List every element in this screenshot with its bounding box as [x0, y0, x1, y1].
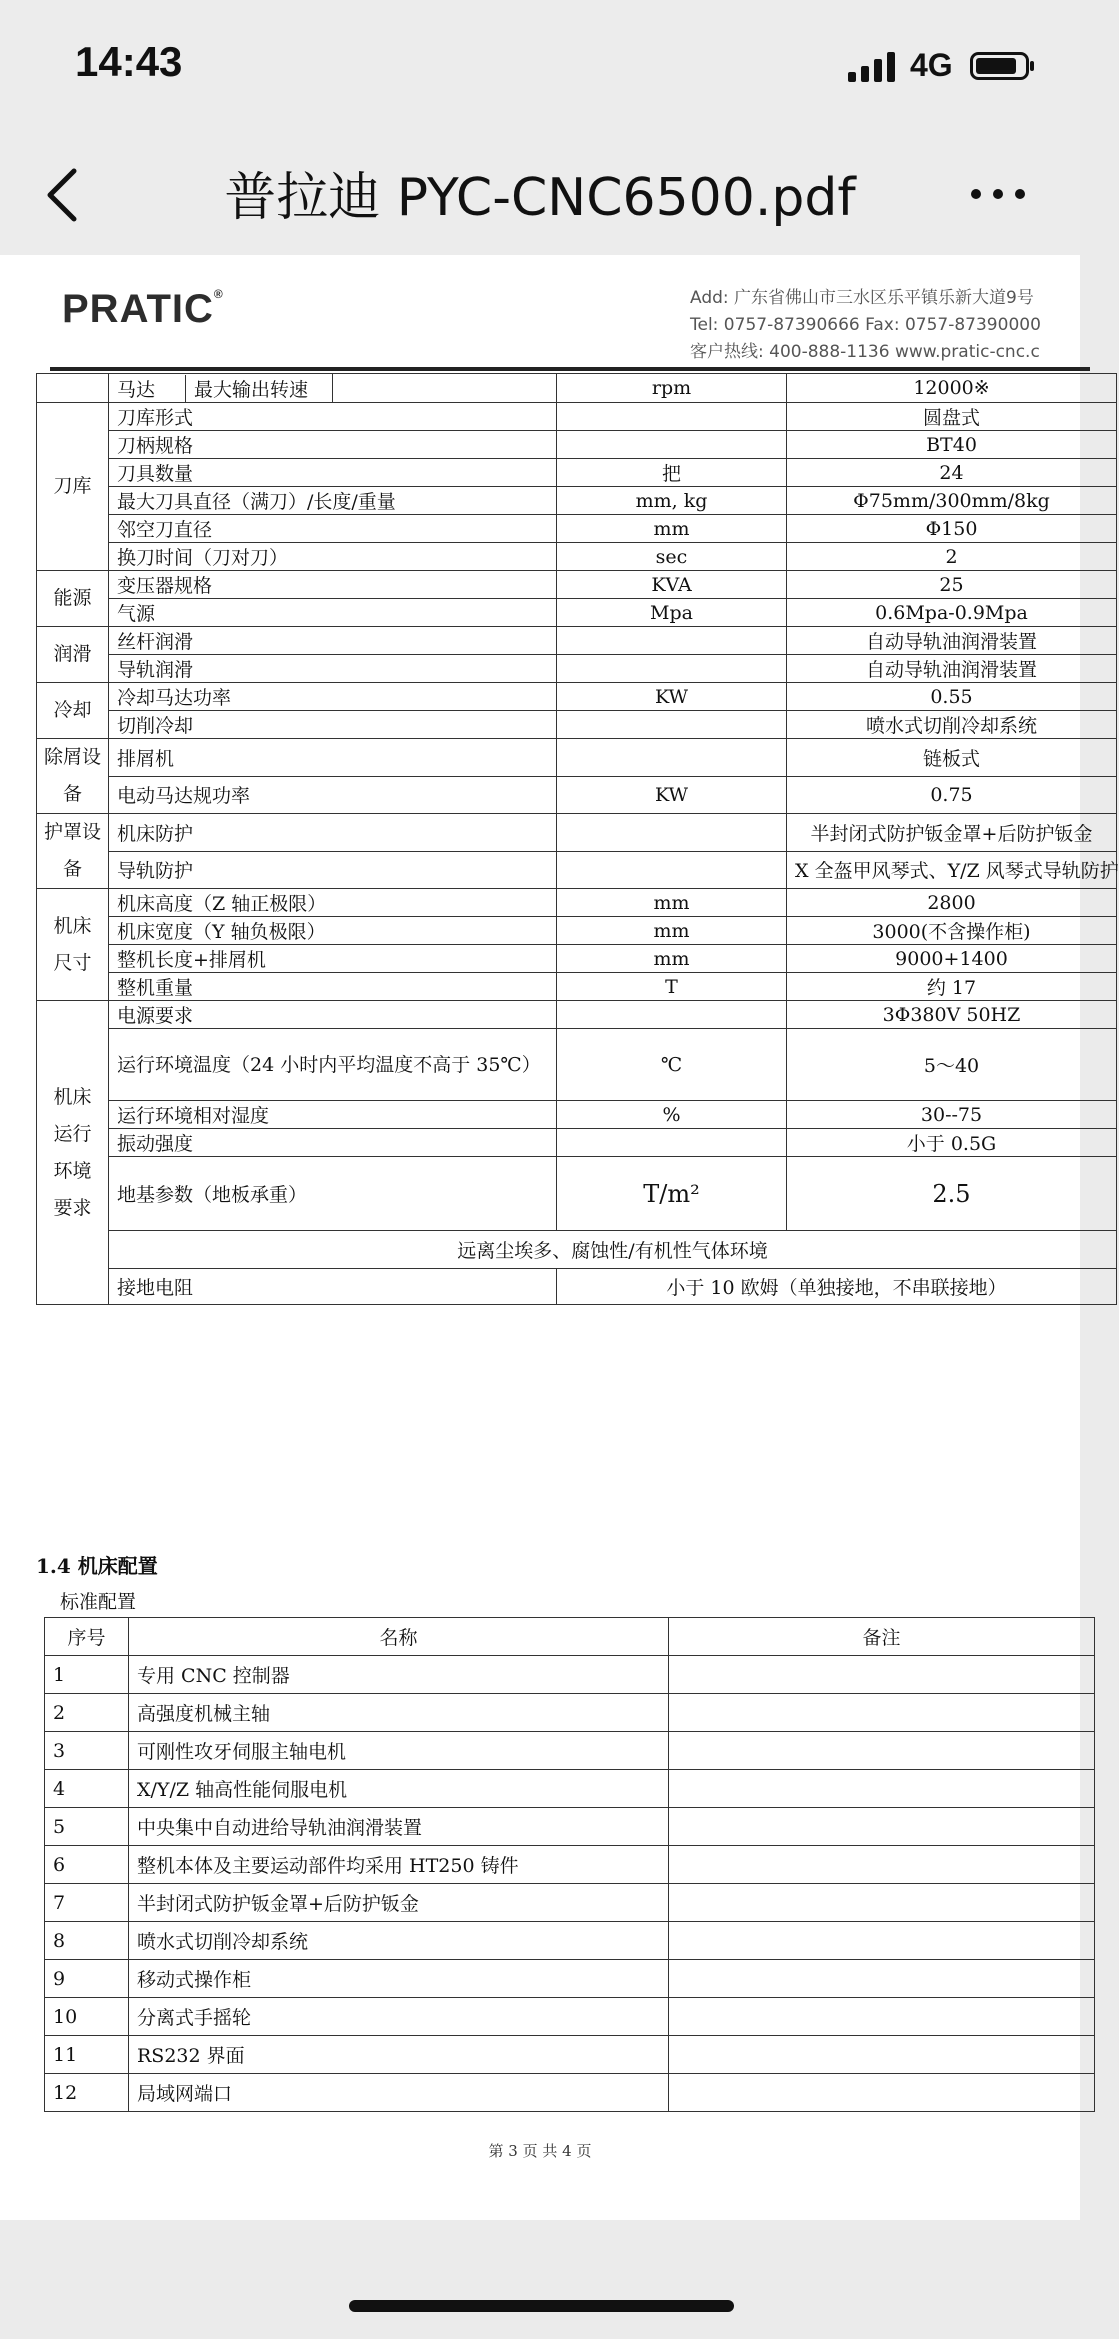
unit-cell — [557, 814, 787, 852]
row-remark — [669, 2074, 1095, 2112]
table-row — [37, 917, 1117, 945]
row-number: 9 — [45, 1960, 129, 1998]
row-number: 3 — [45, 1732, 129, 1770]
table-row — [45, 1960, 1095, 1998]
row-remark — [669, 1960, 1095, 1998]
table-row — [45, 1922, 1095, 1960]
unit-cell: sec — [557, 543, 787, 571]
table-row — [37, 945, 1117, 973]
table-row — [37, 711, 1117, 739]
table-row — [37, 683, 1117, 711]
table-row — [45, 1656, 1095, 1694]
row-remark — [669, 1694, 1095, 1732]
row-label: 振动强度 — [109, 1129, 557, 1157]
row-label: 变压器规格 — [109, 571, 557, 599]
unit-cell: % — [557, 1101, 787, 1129]
value-cell: X 全盔甲风琴式、Y/Z 风琴式导轨防护 — [787, 851, 1117, 889]
column-header: 名称 — [129, 1618, 669, 1656]
table-row — [37, 889, 1117, 917]
table-row — [37, 1269, 1117, 1305]
table-header-row — [45, 1618, 1095, 1656]
unit-cell — [557, 851, 787, 889]
row-remark — [669, 1922, 1095, 1960]
environment-note: 远离尘埃多、腐蚀性/有机性气体环境 — [109, 1231, 1117, 1269]
table-row — [37, 1101, 1117, 1129]
table-row — [37, 515, 1117, 543]
row-label: 导轨润滑 — [109, 655, 557, 683]
row-label: 最大刀具直径（满刀）/长度/重量 — [109, 487, 557, 515]
row-label: 机床高度（Z 轴正极限） — [109, 889, 557, 917]
company-logo: PRATIC® — [62, 287, 224, 331]
battery-icon — [970, 52, 1036, 80]
row-label: 刀具数量 — [109, 459, 557, 487]
section-title: 1.4 机床配置 — [36, 1554, 158, 1578]
unit-cell: KVA — [557, 571, 787, 599]
unit-cell: mm — [557, 917, 787, 945]
value-cell: 0.55 — [787, 683, 1117, 711]
row-label: 换刀时间（刀对刀） — [109, 543, 557, 571]
table-row — [37, 739, 1117, 777]
row-name: 分离式手摇轮 — [129, 1998, 669, 2036]
value-cell: Φ75mm/300mm/8kg — [787, 487, 1117, 515]
table-row — [37, 1129, 1117, 1157]
spec-table — [36, 373, 1117, 1305]
row-label: 丝杆润滑 — [109, 627, 557, 655]
table-row — [37, 851, 1117, 889]
table-row — [45, 1770, 1095, 1808]
value-cell: 9000+1400 — [787, 945, 1117, 973]
table-row — [45, 1846, 1095, 1884]
value-cell: 自动导轨油润滑装置 — [787, 627, 1117, 655]
table-row — [37, 374, 1117, 403]
unit-cell: rpm — [557, 374, 787, 403]
row-number: 2 — [45, 1694, 129, 1732]
row-label: 机床防护 — [109, 814, 557, 852]
row-label: 运行环境温度（24 小时内平均温度不高于 35℃） — [109, 1029, 557, 1101]
row-label: 冷却马达功率 — [109, 683, 557, 711]
unit-cell — [557, 627, 787, 655]
value-cell: 12000※ — [787, 374, 1117, 403]
pdf-page[interactable] — [0, 255, 1119, 2220]
row-name: 局域网端口 — [129, 2074, 669, 2112]
table-row — [45, 1884, 1095, 1922]
value-cell: 小于 0.5G — [787, 1129, 1117, 1157]
value-cell: 半封闭式防护钣金罩+后防护钣金 — [787, 814, 1117, 852]
value-cell: 0.6Mpa-0.9Mpa — [787, 599, 1117, 627]
unit-cell — [557, 431, 787, 459]
row-label: 排屑机 — [109, 739, 557, 777]
row-remark — [669, 2036, 1095, 2074]
row-number: 12 — [45, 2074, 129, 2112]
value-cell: 喷水式切削冷却系统 — [787, 711, 1117, 739]
row-name: 中央集中自动进给导轨油润滑装置 — [129, 1808, 669, 1846]
value-cell: 30--75 — [787, 1101, 1117, 1129]
more-icon[interactable] — [968, 179, 1028, 209]
row-label: 切削冷却 — [109, 711, 557, 739]
row-number: 6 — [45, 1846, 129, 1884]
category-cell: 机床尺寸 — [37, 889, 109, 1001]
row-label: 电动马达规功率 — [109, 776, 557, 814]
row-number: 5 — [45, 1808, 129, 1846]
standard-config-table — [44, 1617, 1095, 2112]
category-cell: 刀库 — [37, 403, 109, 571]
row-name: X/Y/Z 轴高性能伺服电机 — [129, 1770, 669, 1808]
address-line: Add: 广东省佛山市三水区乐平镇乐新大道9号 — [690, 288, 1034, 308]
signal-icon — [848, 52, 898, 82]
row-label: 导轨防护 — [109, 851, 557, 889]
unit-cell — [557, 655, 787, 683]
row-number: 10 — [45, 1998, 129, 2036]
row-name: 高强度机械主轴 — [129, 1694, 669, 1732]
value-cell: 自动导轨油润滑装置 — [787, 655, 1117, 683]
row-label: 电源要求 — [109, 1001, 557, 1029]
row-label: 刀库形式 — [109, 403, 557, 431]
table-row — [45, 1998, 1095, 2036]
table-row — [37, 487, 1117, 515]
row-name: 半封闭式防护钣金罩+后防护钣金 — [129, 1884, 669, 1922]
table-row — [37, 571, 1117, 599]
unit-cell: mm, kg — [557, 487, 787, 515]
row-label: 地基参数（地板承重） — [109, 1157, 557, 1231]
row-label: 整机长度+排屑机 — [109, 945, 557, 973]
unit-cell — [557, 1129, 787, 1157]
home-indicator[interactable] — [349, 2300, 734, 2312]
company-address — [690, 285, 1041, 366]
row-label: 刀柄规格 — [109, 431, 557, 459]
category-cell: 除屑设备 — [37, 739, 109, 814]
row-label: 机床宽度（Y 轴负极限） — [109, 917, 557, 945]
row-label: 气源 — [109, 599, 557, 627]
unit-cell: mm — [557, 515, 787, 543]
table-row — [45, 2074, 1095, 2112]
value-cell: 链板式 — [787, 739, 1117, 777]
row-remark — [669, 1656, 1095, 1694]
table-row — [37, 403, 1117, 431]
table-row — [37, 431, 1117, 459]
row-remark — [669, 1808, 1095, 1846]
value-cell: 约 17 — [787, 973, 1117, 1001]
header-divider — [50, 367, 1090, 371]
column-header: 备注 — [669, 1618, 1095, 1656]
row-number: 8 — [45, 1922, 129, 1960]
table-row — [37, 543, 1117, 571]
value-cell: 25 — [787, 571, 1117, 599]
value-cell: 2800 — [787, 889, 1117, 917]
category-cell: 机床运行环境要求 — [37, 1001, 109, 1305]
row-label: 整机重量 — [109, 973, 557, 1001]
unit-cell: T/m² — [557, 1157, 787, 1231]
table-row — [45, 2036, 1095, 2074]
unit-cell: 把 — [557, 459, 787, 487]
row-remark — [669, 1770, 1095, 1808]
table-row — [37, 776, 1117, 814]
hotline-line: 客户热线: 400-888-1136 www.pratic-cnc.c — [690, 342, 1040, 362]
nav-bar — [0, 135, 1080, 255]
unit-cell — [557, 403, 787, 431]
table-row — [37, 814, 1117, 852]
category-cell: 润滑 — [37, 627, 109, 683]
value-cell: 5～40 — [787, 1029, 1117, 1101]
row-number: 4 — [45, 1770, 129, 1808]
category-cell — [37, 374, 109, 403]
value-cell: 24 — [787, 459, 1117, 487]
table-row — [45, 1694, 1095, 1732]
table-row — [37, 1231, 1117, 1269]
row-name: RS232 界面 — [129, 2036, 669, 2074]
table-row — [37, 973, 1117, 1001]
row-number: 11 — [45, 2036, 129, 2074]
row-label: 马达 最大输出转速 — [109, 374, 333, 403]
document-title: 普拉迪 PYC-CNC6500.pdf — [224, 168, 856, 228]
table-row — [37, 599, 1117, 627]
value-cell: 3Φ380V 50HZ — [787, 1001, 1117, 1029]
row-label: 邻空刀直径 — [109, 515, 557, 543]
row-name: 专用 CNC 控制器 — [129, 1656, 669, 1694]
value-cell: 圆盘式 — [787, 403, 1117, 431]
table-row — [37, 627, 1117, 655]
table-row — [37, 1001, 1117, 1029]
network-type: 4G — [910, 47, 953, 83]
table-row — [37, 655, 1117, 683]
category-cell: 冷却 — [37, 683, 109, 739]
row-label: 接地电阻 — [109, 1269, 557, 1305]
row-number: 7 — [45, 1884, 129, 1922]
status-time: 14:43 — [75, 38, 183, 85]
table-row — [37, 459, 1117, 487]
table-row — [45, 1808, 1095, 1846]
column-header: 序号 — [45, 1618, 129, 1656]
value-cell: 3000(不含操作柜) — [787, 917, 1117, 945]
unit-cell: ℃ — [557, 1029, 787, 1101]
table-row — [37, 1029, 1117, 1101]
value-cell: 小于 10 欧姆（单独接地，不串联接地） — [557, 1269, 1117, 1305]
value-cell: 2.5 — [787, 1157, 1117, 1231]
row-name: 整机本体及主要运动部件均采用 HT250 铸件 — [129, 1846, 669, 1884]
row-name: 喷水式切削冷却系统 — [129, 1922, 669, 1960]
unit-cell — [557, 739, 787, 777]
phone-line: Tel: 0757-87390666 Fax: 0757-87390000 — [690, 315, 1041, 335]
row-name: 移动式操作柜 — [129, 1960, 669, 1998]
row-label: 运行环境相对湿度 — [109, 1101, 557, 1129]
unit-cell: mm — [557, 945, 787, 973]
row-remark — [669, 1998, 1095, 2036]
row-number: 1 — [45, 1656, 129, 1694]
row-name: 可刚性攻牙伺服主轴电机 — [129, 1732, 669, 1770]
table-row — [37, 1157, 1117, 1231]
section-subtitle: 标准配置 — [60, 1591, 137, 1613]
unit-cell: Mpa — [557, 599, 787, 627]
row-remark — [669, 1884, 1095, 1922]
table-row — [45, 1732, 1095, 1770]
row-label-extra — [333, 374, 557, 403]
row-remark — [669, 1846, 1095, 1884]
value-cell: 2 — [787, 543, 1117, 571]
value-cell: Φ150 — [787, 515, 1117, 543]
unit-cell — [557, 711, 787, 739]
page-number: 第 3 页 共 4 页 — [488, 2142, 592, 2160]
unit-cell: KW — [557, 776, 787, 814]
unit-cell: T — [557, 973, 787, 1001]
category-cell: 能源 — [37, 571, 109, 627]
unit-cell — [557, 1001, 787, 1029]
unit-cell: mm — [557, 889, 787, 917]
status-bar — [0, 0, 1080, 135]
unit-cell: KW — [557, 683, 787, 711]
value-cell: BT40 — [787, 431, 1117, 459]
value-cell: 0.75 — [787, 776, 1117, 814]
row-remark — [669, 1732, 1095, 1770]
category-cell: 护罩设备 — [37, 814, 109, 889]
